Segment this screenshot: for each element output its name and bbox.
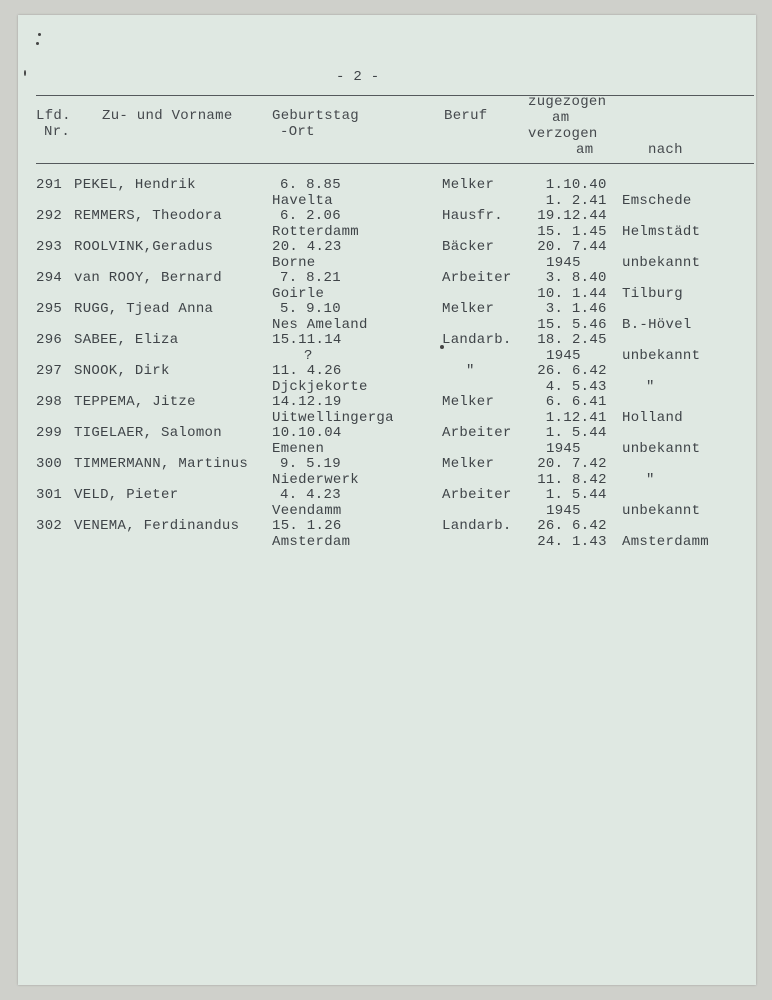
row-moved-out: 1945 xyxy=(546,503,581,519)
row-birth-place: Borne xyxy=(272,255,316,271)
row-birth-date: 10.10.04 xyxy=(272,425,342,441)
row-name: TIGELAER, Salomon xyxy=(74,425,222,441)
row-number: 293 xyxy=(36,239,63,255)
row-number: 291 xyxy=(36,177,63,193)
row-occupation: Melker xyxy=(442,394,495,410)
row-moved-out: 1945 xyxy=(546,348,581,364)
row-moved-out: 1945 xyxy=(546,255,581,271)
row-birth-date: 9. 5.19 xyxy=(280,456,341,472)
row-name: SNOOK, Dirk xyxy=(74,363,170,379)
row-birth-date: 20. 4.23 xyxy=(272,239,342,255)
row-birth-place: Veendamm xyxy=(272,503,342,519)
row-occupation: Melker xyxy=(442,456,495,472)
row-destination: Holland xyxy=(622,410,683,426)
row-number: 296 xyxy=(36,332,63,348)
row-moved-out: 11. 8.42 xyxy=(537,472,607,488)
row-moved-in: 3. 8.40 xyxy=(545,270,607,286)
row-birth-place: ? xyxy=(304,348,313,364)
row-moved-in: 6. 6.41 xyxy=(545,394,607,410)
row-birth-place: Nes Ameland xyxy=(272,317,368,333)
row-name: VELD, Pieter xyxy=(74,487,179,503)
row-occupation: Arbeiter xyxy=(442,270,512,286)
row-name: TEPPEMA, Jitze xyxy=(74,394,196,410)
row-occupation: Hausfr. xyxy=(442,208,503,224)
row-birth-date: 11. 4.26 xyxy=(272,363,342,379)
header-occupation: Beruf xyxy=(444,108,488,124)
ink-speck xyxy=(36,42,39,45)
row-destination: unbekannt xyxy=(622,441,701,457)
row-name: van ROOY, Bernard xyxy=(74,270,222,286)
row-number: 295 xyxy=(36,301,63,317)
header-destination: nach xyxy=(648,142,683,158)
row-name: ROOLVINK,Geradus xyxy=(74,239,214,255)
row-number: 300 xyxy=(36,456,63,472)
row-number: 294 xyxy=(36,270,63,286)
row-moved-out: 24. 1.43 xyxy=(537,534,607,550)
row-moved-in: 19.12.44 xyxy=(537,208,607,224)
row-moved-in: 1.10.40 xyxy=(545,177,607,193)
row-number: 292 xyxy=(36,208,63,224)
row-moved-in: 1. 5.44 xyxy=(545,487,607,503)
row-destination: Helmstädt xyxy=(622,224,701,240)
row-birth-date: 6. 2.06 xyxy=(280,208,341,224)
row-name: PEKEL, Hendrik xyxy=(74,177,196,193)
row-moved-out: 1945 xyxy=(546,441,581,457)
row-birth-place: Niederwerk xyxy=(272,472,360,488)
row-birth-date: 6. 8.85 xyxy=(280,177,341,193)
row-moved-in: 20. 7.42 xyxy=(537,456,607,472)
row-moved-out: 1.12.41 xyxy=(545,410,607,426)
header-name: Zu- und Vorname xyxy=(102,108,233,124)
header-lfd: Lfd. xyxy=(36,108,71,124)
row-birth-place: Goirle xyxy=(272,286,325,302)
row-moved-out: 10. 1.44 xyxy=(537,286,607,302)
row-occupation: Landarb. xyxy=(442,518,512,534)
row-occupation: Arbeiter xyxy=(442,487,512,503)
header-moved-in-am: am xyxy=(552,110,570,126)
header-moved-in: zugezogen xyxy=(528,94,607,110)
row-number: 299 xyxy=(36,425,63,441)
row-birth-place: Djckjekorte xyxy=(272,379,368,395)
header-moved-out-am: am xyxy=(576,142,594,158)
row-moved-in: 3. 1.46 xyxy=(545,301,607,317)
row-moved-out: 4. 5.43 xyxy=(545,379,607,395)
row-birth-date: 4. 4.23 xyxy=(280,487,341,503)
row-occupation: Melker xyxy=(442,301,495,317)
row-destination: " xyxy=(646,472,655,488)
row-destination: " xyxy=(646,379,655,395)
row-moved-out: 1. 2.41 xyxy=(545,193,607,209)
row-destination: Tilburg xyxy=(622,286,683,302)
row-occupation: Landarb. xyxy=(442,332,512,348)
row-birth-date: 15.11.14 xyxy=(272,332,342,348)
row-number: 298 xyxy=(36,394,63,410)
row-moved-out: 15. 5.46 xyxy=(537,317,607,333)
row-moved-in: 26. 6.42 xyxy=(537,363,607,379)
row-moved-in: 26. 6.42 xyxy=(537,518,607,534)
ink-speck xyxy=(24,70,26,76)
row-occupation: Melker xyxy=(442,177,495,193)
header-birth: Geburtstag xyxy=(272,108,360,124)
row-destination: B.-Hövel xyxy=(622,317,692,333)
row-birth-place: Havelta xyxy=(272,193,333,209)
row-destination: unbekannt xyxy=(622,503,701,519)
header-birth-place: -Ort xyxy=(280,124,315,140)
row-moved-in: 1. 5.44 xyxy=(545,425,607,441)
row-number: 297 xyxy=(36,363,63,379)
row-birth-date: 5. 9.10 xyxy=(280,301,341,317)
row-occupation: Arbeiter xyxy=(442,425,512,441)
row-destination: Emschede xyxy=(622,193,692,209)
row-birth-place: Uitwellingerga xyxy=(272,410,394,426)
row-destination: unbekannt xyxy=(622,348,701,364)
header-bottom-rule xyxy=(36,163,754,164)
header-nr: Nr. xyxy=(44,124,71,140)
row-name: TIMMERMANN, Martinus xyxy=(74,456,249,472)
row-occupation: Bäcker xyxy=(442,239,495,255)
document-page xyxy=(18,15,756,985)
row-destination: unbekannt xyxy=(622,255,701,271)
row-name: REMMERS, Theodora xyxy=(74,208,222,224)
row-moved-in: 18. 2.45 xyxy=(537,332,607,348)
header-moved-out: verzogen xyxy=(528,126,598,142)
row-destination: Amsterdamm xyxy=(622,534,710,550)
row-name: SABEE, Eliza xyxy=(74,332,179,348)
row-birth-date: 14.12.19 xyxy=(272,394,342,410)
row-number: 301 xyxy=(36,487,63,503)
ink-speck xyxy=(38,33,41,36)
page-number: - 2 - xyxy=(336,69,380,85)
row-birth-date: 7. 8.21 xyxy=(280,270,341,286)
row-moved-out: 15. 1.45 xyxy=(537,224,607,240)
row-moved-in: 20. 7.44 xyxy=(537,239,607,255)
row-birth-place: Amsterdam xyxy=(272,534,351,550)
header-top-rule xyxy=(36,95,754,96)
row-name: RUGG, Tjead Anna xyxy=(74,301,214,317)
row-birth-place: Rotterdamm xyxy=(272,224,360,240)
row-occupation: " xyxy=(466,363,475,379)
row-name: VENEMA, Ferdinandus xyxy=(74,518,240,534)
row-birth-place: Emenen xyxy=(272,441,325,457)
row-number: 302 xyxy=(36,518,63,534)
row-birth-date: 15. 1.26 xyxy=(272,518,342,534)
